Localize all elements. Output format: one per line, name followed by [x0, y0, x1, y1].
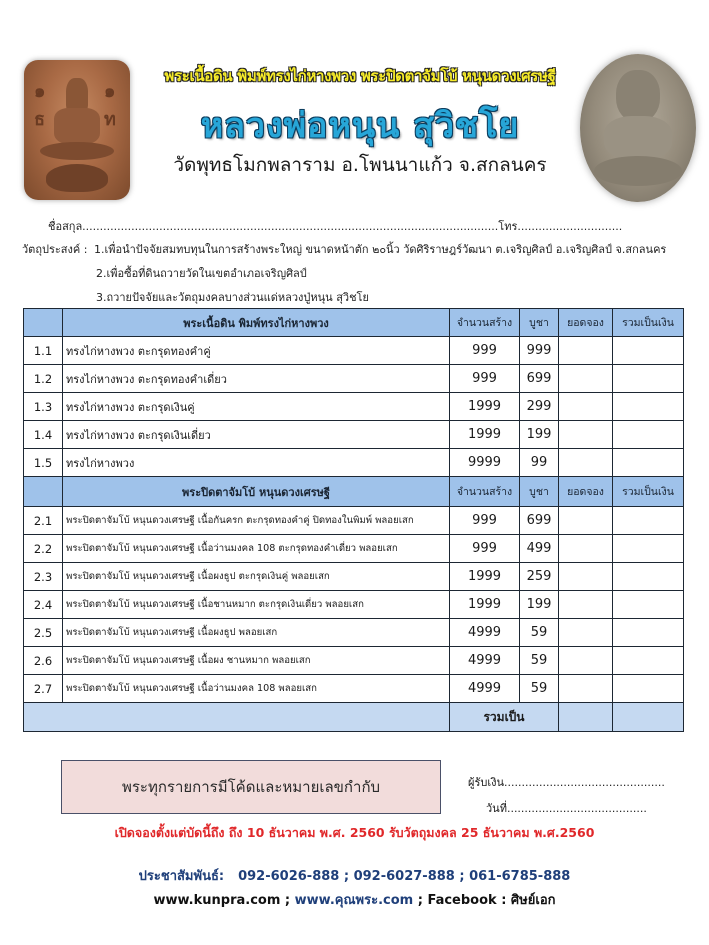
- name-phone-field[interactable]: ชื่อสกุล.......................................................................................................................โทร..............................: [48, 220, 623, 233]
- table-row: [24, 563, 684, 591]
- row-total-input[interactable]: [613, 675, 684, 703]
- booked-amount-input[interactable]: [559, 619, 613, 647]
- order-table: [23, 308, 684, 732]
- item-price: 59: [520, 619, 559, 647]
- purpose-item: 3.ถวายปัจจัยและวัตถุมงคลบางส่วนแด่หลวงปู่หนุน สุวิชโย: [96, 291, 369, 304]
- item-description: ทรงไก่หางพวง ตะกรุดทองคำคู่: [63, 337, 450, 365]
- header-blank-cell: [24, 477, 63, 507]
- row-total-input[interactable]: [613, 421, 684, 449]
- booked-amount-input[interactable]: [559, 337, 613, 365]
- purpose-item: 2.เพื่อซื้อที่ดินถวายวัดในเขตอำเภอเจริญศิลป์: [96, 267, 307, 280]
- booked-amount-input[interactable]: [559, 675, 613, 703]
- column-header-price: บูชา: [520, 309, 559, 337]
- item-number: 2.4: [24, 591, 63, 619]
- row-total-input[interactable]: [613, 337, 684, 365]
- booked-amount-input[interactable]: [559, 591, 613, 619]
- amulet-glyph: ๑: [34, 81, 46, 102]
- item-number: 1.3: [24, 393, 63, 421]
- booked-amount-input[interactable]: [559, 365, 613, 393]
- amulet-figure-body: [54, 108, 100, 144]
- header-banner: พระเนื้อดิน พิมพ์ทรงไก่หางพวง พระปิดตาจัมโบ้ หนุนดวงเศรษฐี: [164, 67, 556, 85]
- table-row: [24, 337, 684, 365]
- contact-phones: 092-6026-888 ; 092-6027-888 ; 061-6785-888: [238, 869, 571, 884]
- website-thai[interactable]: www.คุณพระ.com: [294, 893, 414, 908]
- item-price: 59: [520, 675, 559, 703]
- booked-amount-input[interactable]: [559, 563, 613, 591]
- amulet-body: [604, 116, 672, 160]
- group-header-row: [24, 309, 684, 337]
- amulet-glyph: ๑: [104, 81, 116, 102]
- item-number: 2.2: [24, 535, 63, 563]
- booked-amount-input[interactable]: [559, 647, 613, 675]
- column-header-price: บูชา: [520, 477, 559, 507]
- item-quantity: 999: [450, 337, 520, 365]
- code-note-text: พระทุกรายการมีโค้ดและหมายเลขกำกับ: [121, 778, 381, 796]
- item-quantity: 1999: [450, 563, 520, 591]
- row-total-input[interactable]: [613, 563, 684, 591]
- column-header-total: รวมเป็นเงิน: [613, 477, 684, 507]
- total-booked-input[interactable]: [559, 703, 613, 732]
- item-quantity: 4999: [450, 619, 520, 647]
- item-price: 99: [520, 449, 559, 477]
- table-row: [24, 591, 684, 619]
- item-quantity: 1999: [450, 421, 520, 449]
- amulet-glyph: ธ: [34, 109, 45, 130]
- column-header-quantity: จำนวนสร้าง: [450, 309, 520, 337]
- table-row: [24, 507, 684, 535]
- item-number: 2.3: [24, 563, 63, 591]
- contact-line: [0, 865, 709, 886]
- amulet-rooster: [46, 164, 108, 192]
- row-total-input[interactable]: [613, 507, 684, 535]
- item-price: 259: [520, 563, 559, 591]
- total-row: [24, 703, 684, 732]
- booked-amount-input[interactable]: [559, 507, 613, 535]
- contact-label: ประชาสัมพันธ์:: [138, 869, 225, 884]
- booked-amount-input[interactable]: [559, 449, 613, 477]
- item-description: พระปิดตาจัมโบ้ หนุนดวงเศรษฐี เนื้อชานหมาก ตะกรุดเงินเดี่ยว พลอยเสก: [63, 591, 450, 619]
- row-total-input[interactable]: [613, 619, 684, 647]
- item-price: 199: [520, 591, 559, 619]
- item-quantity: 1999: [450, 591, 520, 619]
- temple-subtitle: วัดพุทธโมกพลาราม อ.โพนนาแก้ว จ.สกลนคร: [173, 154, 547, 176]
- item-number: 2.1: [24, 507, 63, 535]
- item-quantity: 999: [450, 365, 520, 393]
- item-number: 1.1: [24, 337, 63, 365]
- table-row: [24, 449, 684, 477]
- group-title: พระปิดตาจัมโบ้ หนุนดวงเศรษฐี: [63, 477, 450, 507]
- item-description: ทรงไก่หางพวง ตะกรุดเงินคู่: [63, 393, 450, 421]
- item-price: 499: [520, 535, 559, 563]
- amulet-glyph: ท: [104, 109, 116, 130]
- website-kunpra[interactable]: www.kunpra.com ;: [153, 893, 295, 908]
- row-total-input[interactable]: [613, 591, 684, 619]
- table-row: [24, 421, 684, 449]
- item-description: ทรงไก่หางพวง: [63, 449, 450, 477]
- column-header-quantity: จำนวนสร้าง: [450, 477, 520, 507]
- item-description: พระปิดตาจัมโบ้ หนุนดวงเศรษฐี เนื้อผงธูป ตะกรุดเงินคู่ พลอยเสก: [63, 563, 450, 591]
- item-description: พระปิดตาจัมโบ้ หนุนดวงเศรษฐี เนื้อผงธูป พลอยเสก: [63, 619, 450, 647]
- item-price: 199: [520, 421, 559, 449]
- row-total-input[interactable]: [613, 393, 684, 421]
- item-number: 1.5: [24, 449, 63, 477]
- item-description: ทรงไก่หางพวง ตะกรุดเงินเดี่ยว: [63, 421, 450, 449]
- group-title: พระเนื้อดิน พิมพ์ทรงไก่หางพวง: [63, 309, 450, 337]
- item-description: พระปิดตาจัมโบ้ หนุนดวงเศรษฐี เนื้อว่านมงคล 108 ตะกรุดทองคำเดี่ยว พลอยเสก: [63, 535, 450, 563]
- column-header-booked: ยอดจอง: [559, 477, 613, 507]
- receiver-signature-field[interactable]: ผู้รับเงิน..............................................: [468, 776, 665, 789]
- table-row: [24, 619, 684, 647]
- item-quantity: 4999: [450, 647, 520, 675]
- code-note-box: [61, 760, 441, 814]
- item-number: 2.7: [24, 675, 63, 703]
- website-line: [0, 889, 709, 910]
- booked-amount-input[interactable]: [559, 421, 613, 449]
- item-price: 699: [520, 507, 559, 535]
- purpose-item: 1.เพื่อนำปัจจัยสมทบทุนในการสร้างพระใหญ่ ขนาดหน้าตัก ๒๐นิ้ว วัดศิริราษฎร์วัฒนา ต.เจริญศิลป์ อ.เจริญศิลป์ จ.สกลนคร: [94, 243, 667, 256]
- amulet-hands-covering-face: [616, 70, 660, 122]
- item-description: พระปิดตาจัมโบ้ หนุนดวงเศรษฐี เนื้อกันครก ตะกรุดทองคำคู่ ปิดทองในพิมพ์ พลอยเสก: [63, 507, 450, 535]
- item-description: พระปิดตาจัมโบ้ หนุนดวงเศรษฐี เนื้อผง ชานหมาก พลอยเสก: [63, 647, 450, 675]
- table-row: [24, 535, 684, 563]
- item-quantity: 999: [450, 535, 520, 563]
- item-description: พระปิดตาจัมโบ้ หนุนดวงเศรษฐี เนื้อว่านมงคล 108 พลอยเสก: [63, 675, 450, 703]
- column-header-total: รวมเป็นเงิน: [613, 309, 684, 337]
- item-number: 1.4: [24, 421, 63, 449]
- table-row: [24, 365, 684, 393]
- total-blank-cell: [24, 703, 450, 732]
- item-quantity: 1999: [450, 393, 520, 421]
- booking-period-text: เปิดจองตั้งแต่บัดนี้ถึง ถึง 10 ธันวาคม พ.ศ. 2560 รับวัตถุมงคล 25 ธันวาคม พ.ศ.2560: [114, 825, 595, 840]
- amulet-crossed-legs: [594, 156, 682, 186]
- item-quantity: 4999: [450, 675, 520, 703]
- table-row: [24, 393, 684, 421]
- amulet-pidta-image: [580, 54, 696, 202]
- item-number: 1.2: [24, 365, 63, 393]
- amulet-clay-rooster-image: [24, 60, 130, 200]
- item-quantity: 9999: [450, 449, 520, 477]
- grand-total-input[interactable]: [613, 703, 684, 732]
- item-number: 2.5: [24, 619, 63, 647]
- page-title: หลวงพ่อหนุน สุวิชโย: [200, 106, 520, 146]
- item-quantity: 999: [450, 507, 520, 535]
- purpose-label: วัตถุประสงค์ :: [22, 243, 88, 256]
- item-number: 2.6: [24, 647, 63, 675]
- row-total-input[interactable]: [613, 535, 684, 563]
- table-row: [24, 647, 684, 675]
- row-total-input[interactable]: [613, 365, 684, 393]
- table-row: [24, 675, 684, 703]
- row-total-input[interactable]: [613, 449, 684, 477]
- item-price: 59: [520, 647, 559, 675]
- item-price: 299: [520, 393, 559, 421]
- total-label: รวมเป็น: [450, 703, 559, 732]
- facebook-link[interactable]: ; Facebook : ศิษย์เอก: [413, 893, 556, 908]
- row-total-input[interactable]: [613, 647, 684, 675]
- item-price: 999: [520, 337, 559, 365]
- item-price: 699: [520, 365, 559, 393]
- amulet-figure-head: [66, 78, 88, 112]
- amulet-figure-lap: [40, 142, 114, 160]
- booked-amount-input[interactable]: [559, 535, 613, 563]
- item-description: ทรงไก่หางพวง ตะกรุดทองคำเดี่ยว: [63, 365, 450, 393]
- date-field[interactable]: วันที่........................................: [486, 802, 647, 815]
- group-header-row: [24, 477, 684, 507]
- booked-amount-input[interactable]: [559, 393, 613, 421]
- header-blank-cell: [24, 309, 63, 337]
- column-header-booked: ยอดจอง: [559, 309, 613, 337]
